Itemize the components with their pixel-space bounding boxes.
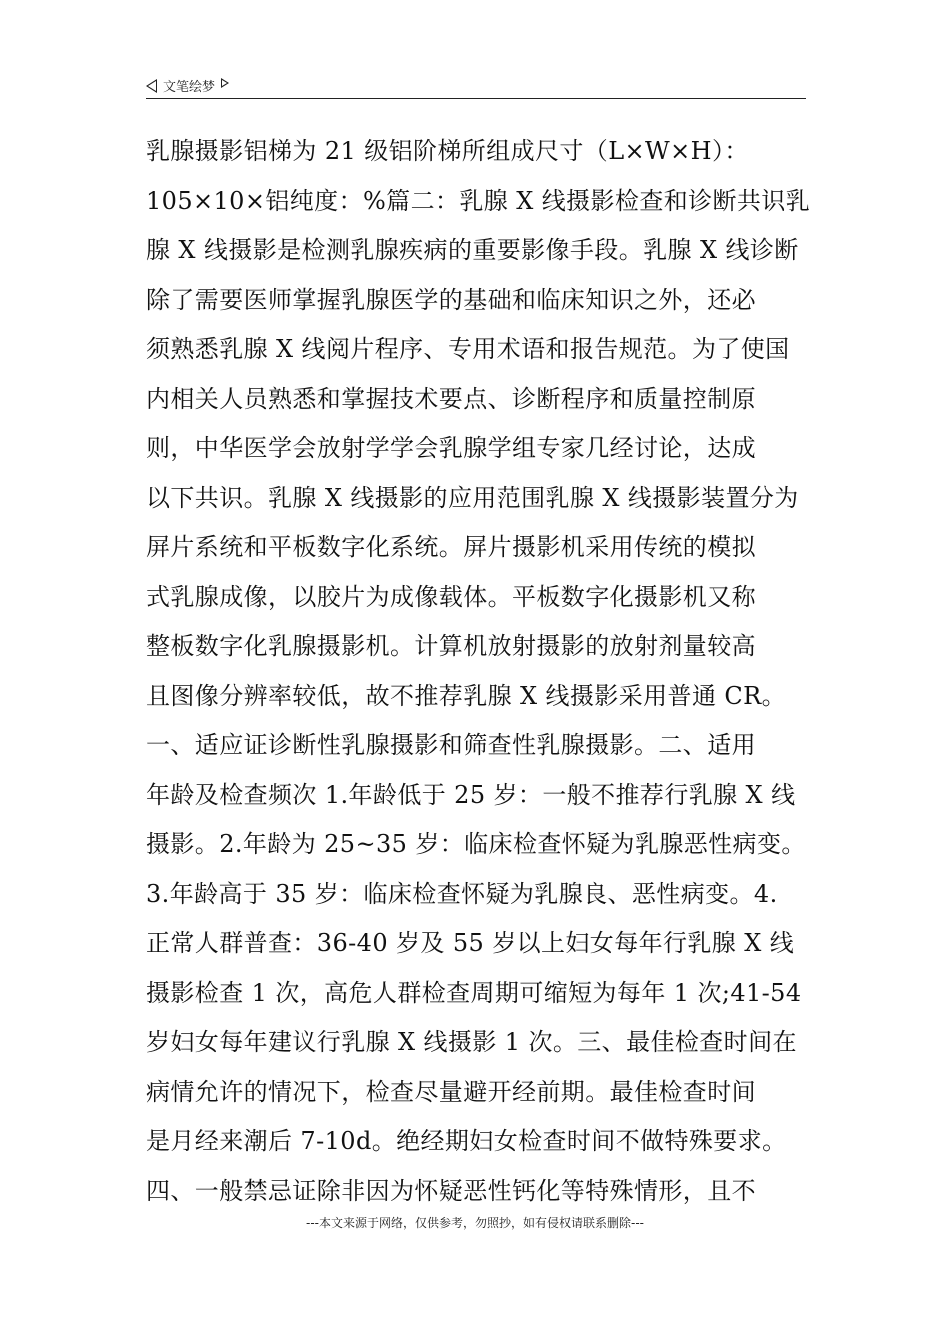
text-line: 一、适应证诊断性乳腺摄影和筛查性乳腺摄影。二、适用 — [146, 731, 756, 759]
text-line: 摄影。2.年龄为 25~35 岁：临床检查怀疑为乳腺恶性病变。 — [146, 830, 806, 858]
text-line: 乳腺摄影铝梯为 21 级铝阶梯所组成尺寸（L×W×H）： — [146, 137, 749, 165]
text-line: 腺 X 线摄影是检测乳腺疾病的重要影像手段。乳腺 X 线诊断 — [146, 236, 799, 264]
text-line: 须熟悉乳腺 X 线阅片程序、专用术语和报告规范。为了使国 — [146, 335, 790, 363]
text-line: 四、一般禁忌证除非因为怀疑恶性钙化等特殊情形，且不 — [146, 1176, 756, 1205]
text-line: 摄影检查 1 次，高危人群检查周期可缩短为每年 1 次;41-54 — [146, 978, 802, 1007]
header-brand — [146, 76, 229, 95]
text-line: 岁妇女每年建议行乳腺 X 线摄影 1 次。三、最佳检查时间在 — [146, 1028, 797, 1056]
text-line: 年龄及检查频次 1.年龄低于 25 岁：一般不推荐行乳腺 X 线 — [146, 780, 796, 809]
text-line: 屏片系统和平板数字化系统。屏片摄影机采用传统的模拟 — [146, 533, 756, 561]
page-header — [146, 74, 806, 99]
text-line: 病情允许的情况下，检查尽量避开经前期。最佳检查时间 — [146, 1077, 756, 1106]
text-line: 除了需要医师掌握乳腺医学的基础和临床知识之外，还必 — [146, 285, 756, 314]
text-line: 105×10×铝纯度：%篇二：乳腺 X 线摄影检查和诊断共识乳 — [146, 186, 811, 215]
text-line: 内相关人员熟悉和掌握技术要点、诊断程序和质量控制原 — [146, 384, 756, 413]
header-brand-text: 文笔绘梦 — [163, 80, 216, 95]
page-footer: ---本文来源于网络，仅供参考，勿照抄，如有侵权请联系删除--- — [306, 1216, 644, 1230]
text-line: 3.年龄高于 35 岁：临床检查怀疑为乳腺良、恶性病变。4. — [146, 879, 778, 908]
text-line: 则，中华医学会放射学学会乳腺学组专家几经讨论，达成 — [146, 434, 756, 462]
text-line: 正常人群普查：36-40 岁及 55 岁以上妇女每年行乳腺 X 线 — [146, 929, 795, 957]
triangle-right-icon — [221, 78, 229, 88]
text-line: 且图像分辨率较低，故不推荐乳腺 X 线摄影采用普通 CR。 — [146, 681, 787, 710]
text-line: 式乳腺成像，以胶片为成像载体。平板数字化摄影机又称 — [146, 582, 756, 611]
triangle-left-icon — [146, 79, 157, 93]
document-body — [146, 127, 811, 1216]
text-line: 整板数字化乳腺摄影机。计算机放射摄影的放射剂量较高 — [146, 632, 756, 660]
text-line: 是月经来潮后 7-10d。绝经期妇女检查时间不做特殊要求。 — [146, 1127, 787, 1155]
text-line: 以下共识。乳腺 X 线摄影的应用范围乳腺 X 线摄影装置分为 — [146, 483, 799, 512]
